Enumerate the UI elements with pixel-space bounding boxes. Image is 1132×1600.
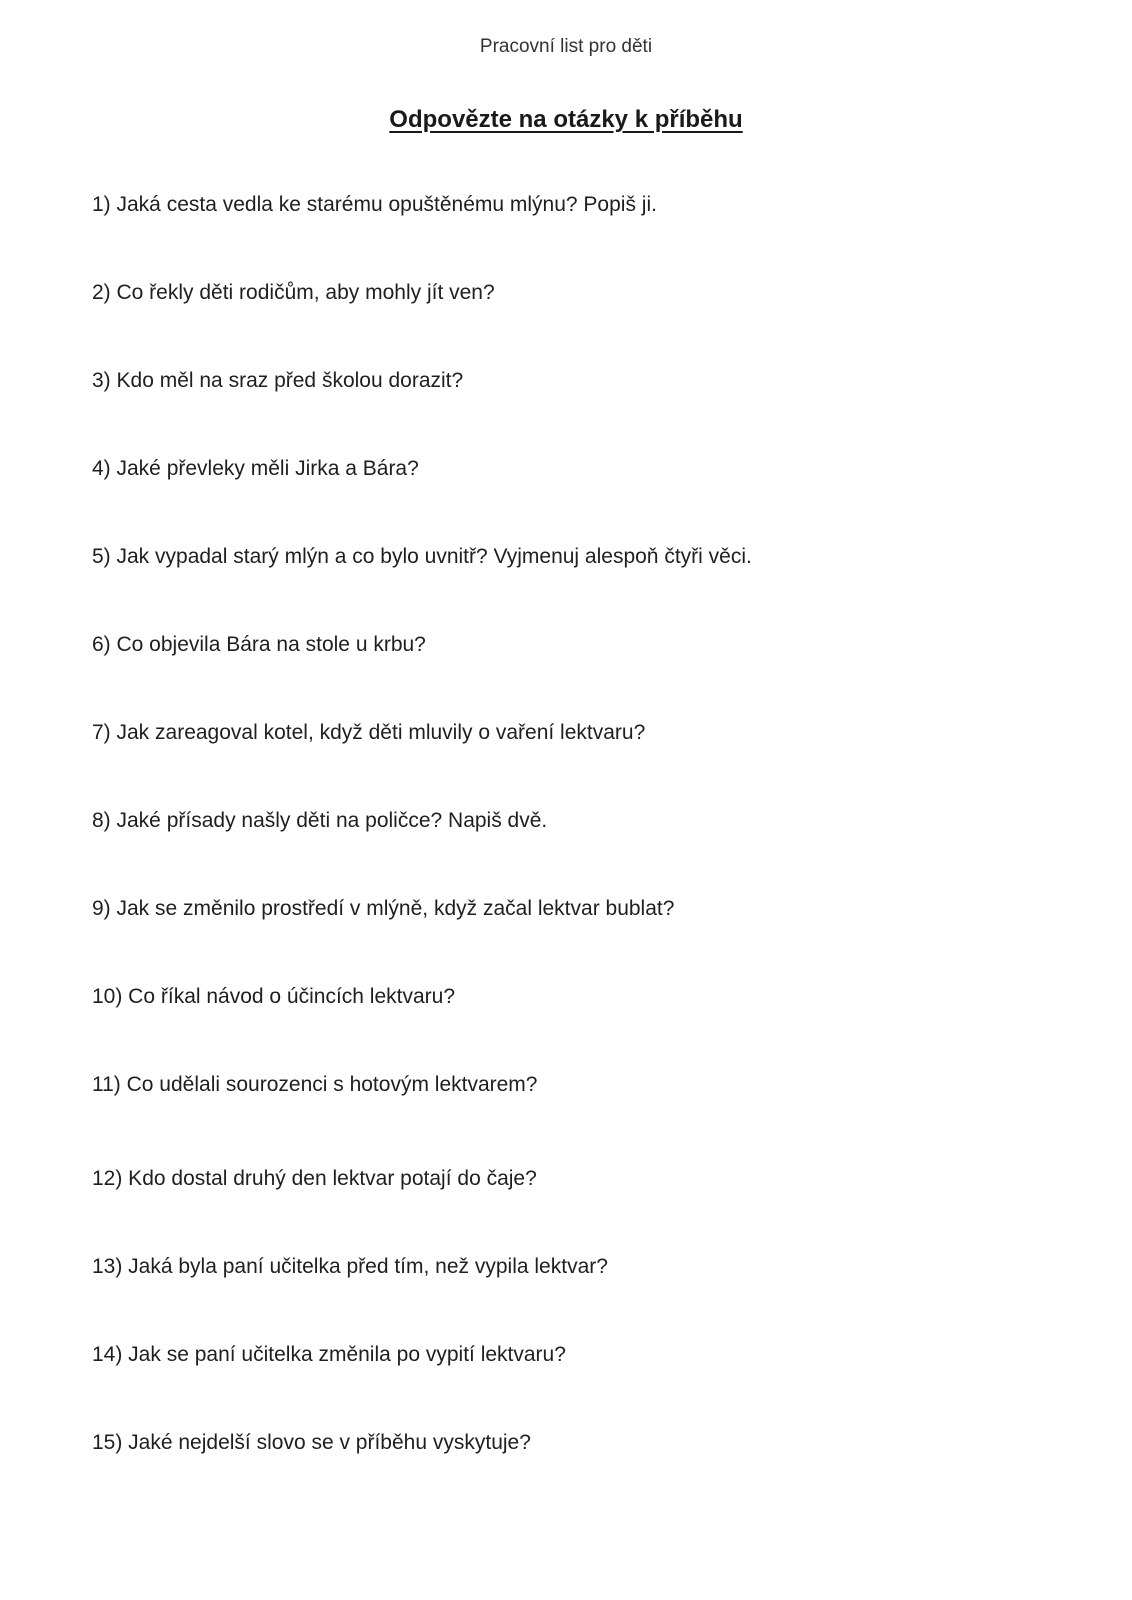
question-1: 1) Jaká cesta vedla ke starému opuštěnému mlýnu? Popiš ji. (92, 193, 657, 216)
question-9: 9) Jak se změnilo prostředí v mlýně, když začal lektvar bublat? (92, 897, 675, 920)
question-11: 11) Co udělali sourozenci s hotovým lektvarem? (92, 1073, 538, 1096)
question-2: 2) Co řekly děti rodičům, aby mohly jít ven? (92, 281, 495, 304)
question-7: 7) Jak zareagoval kotel, když děti mluvily o vaření lektvaru? (92, 721, 646, 744)
question-15: 15) Jaké nejdelší slovo se v příběhu vyskytuje? (92, 1431, 531, 1454)
question-10: 10) Co říkal návod o účincích lektvaru? (92, 985, 456, 1008)
question-3: 3) Kdo měl na sraz před školou dorazit? (92, 369, 464, 392)
question-12: 12) Kdo dostal druhý den lektvar potají do čaje? (92, 1167, 537, 1190)
question-13: 13) Jaká byla paní učitelka před tím, než vypila lektvar? (92, 1255, 608, 1278)
question-5: 5) Jak vypadal starý mlýn a co bylo uvnitř? Vyjmenuj alespoň čtyři věci. (92, 545, 752, 568)
question-4: 4) Jaké převleky měli Jirka a Bára? (92, 457, 419, 480)
worksheet-header: Pracovní list pro děti (479, 36, 653, 57)
question-8: 8) Jaké přísady našly děti na poličce? Napiš dvě. (92, 809, 548, 832)
page-title: Odpovězte na otázky k příběhu (389, 106, 743, 133)
question-14: 14) Jak se paní učitelka změnila po vypití lektvaru? (92, 1343, 566, 1366)
question-6: 6) Co objevila Bára na stole u krbu? (92, 633, 426, 656)
